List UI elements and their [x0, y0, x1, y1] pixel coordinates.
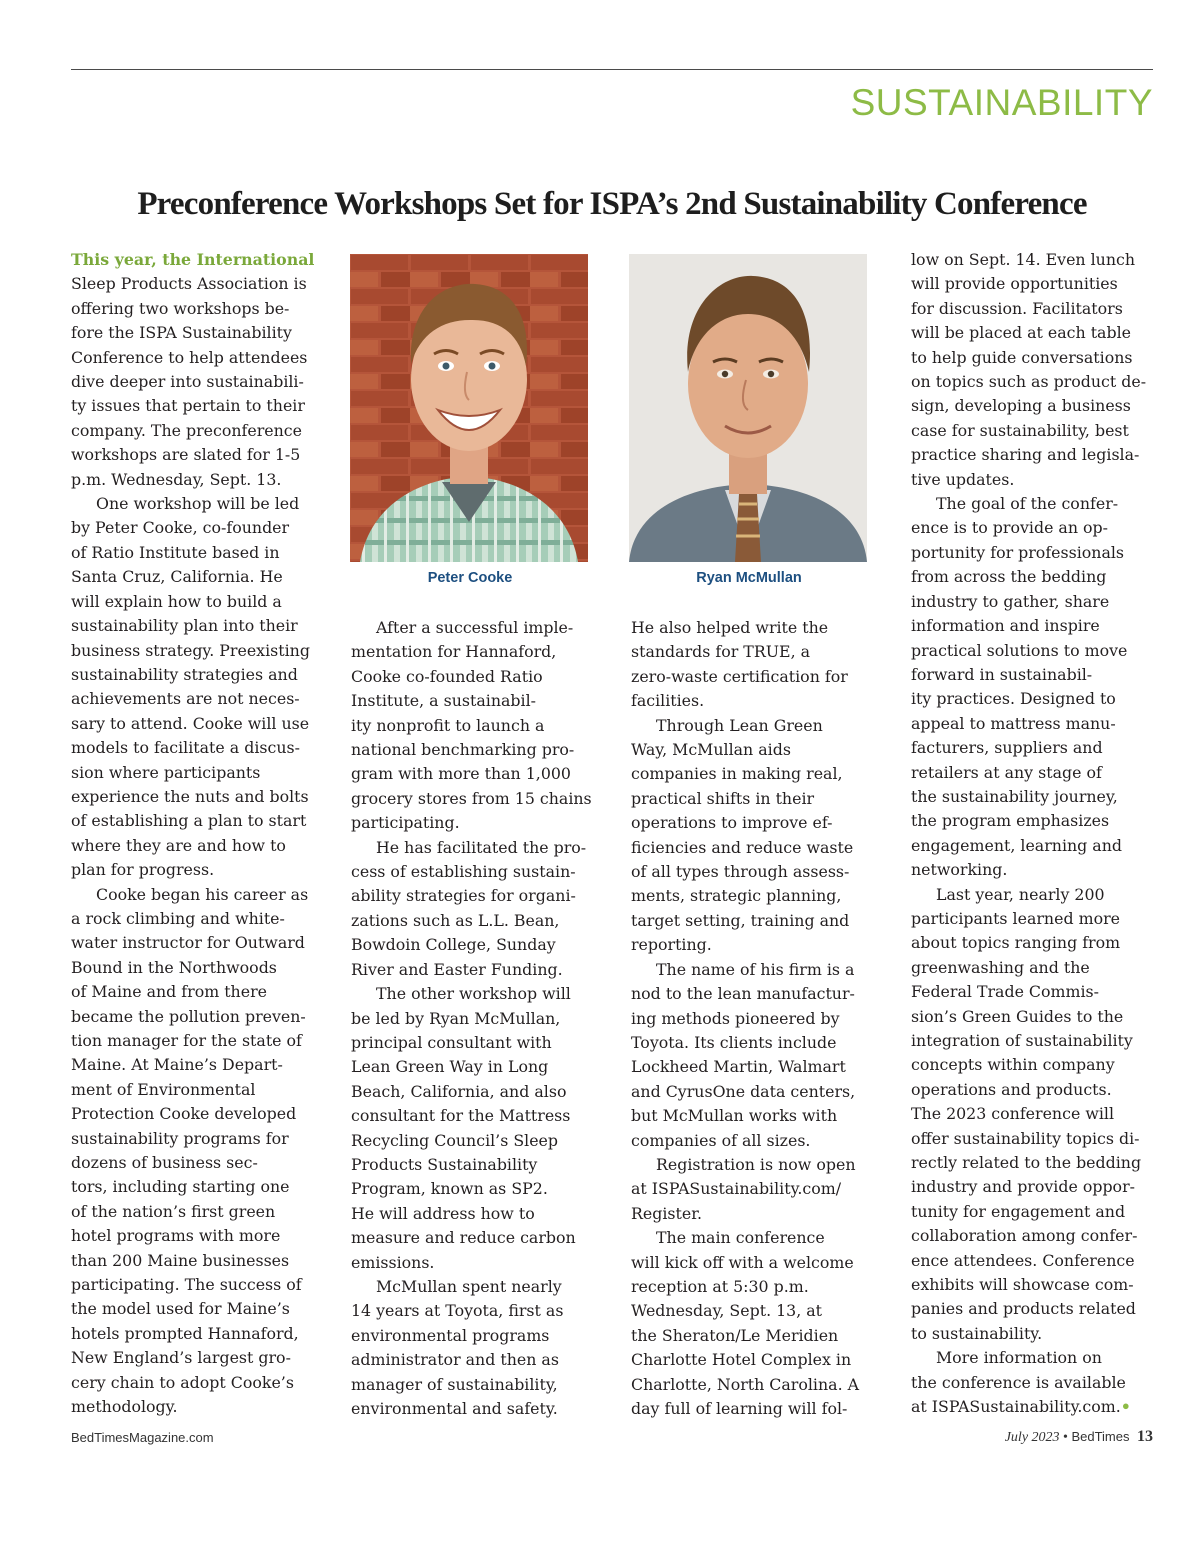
article-line: ence attendees. Conference: [911, 1250, 1135, 1270]
photo-ryan-mcmullan: [629, 254, 867, 562]
article-line: forward in sustainabil-: [911, 664, 1093, 684]
article-line: Registration is now open: [656, 1154, 856, 1174]
article-line: industry to gather, share: [911, 591, 1110, 611]
article-line: companies of all sizes.: [631, 1130, 811, 1150]
article-line: panies and products related: [911, 1299, 1136, 1319]
article-column-2: [351, 616, 591, 1421]
article-line: He will address how to: [351, 1203, 535, 1223]
article-line: than 200 Maine businesses: [71, 1250, 290, 1270]
article-line: by Peter Cooke, co-founder: [71, 518, 290, 538]
article-line: and CyrusOne data centers,: [631, 1081, 856, 1101]
article-line: He has facilitated the pro-: [376, 837, 587, 857]
article-line: Protection Cooke developed: [71, 1104, 297, 1124]
article-line: at ISPASustainability.com/: [631, 1179, 842, 1199]
article-line: Charlotte Hotel Complex in: [631, 1350, 852, 1370]
article-line: facilities.: [631, 691, 705, 711]
article-line: a rock climbing and white-: [71, 908, 285, 928]
article-line: reporting.: [631, 935, 712, 955]
footer-separator: •: [1063, 1430, 1068, 1445]
article-line: manager of sustainability,: [351, 1374, 558, 1394]
article-line: This year, the International: [71, 250, 315, 269]
article-line: became the pollution preven-: [71, 1006, 306, 1026]
article-line: offering two workshops be-: [71, 298, 290, 318]
photo-caption-ryan-mcmullan: Ryan McMullan: [696, 570, 802, 586]
article-line: p.m. Wednesday, Sept. 13.: [71, 469, 282, 489]
article-headline: Preconference Workshops Set for ISPA’s 2nd Sustainability Conference: [137, 186, 1087, 222]
article-line: tion manager for the state of: [71, 1031, 302, 1050]
article-line: grocery stores from 15 chains: [351, 788, 592, 808]
article-line: hotels prompted Hannaford,: [71, 1323, 299, 1343]
article-line: integration of sustainability: [911, 1031, 1133, 1050]
article-line: participating. The success of: [71, 1275, 302, 1295]
article-line: ity nonprofit to launch a: [351, 715, 545, 735]
article-line: will provide opportunities: [911, 274, 1118, 294]
article-line: the program emphasizes: [911, 811, 1110, 831]
article-line: Through Lean Green: [656, 715, 823, 735]
article-line: practice sharing and legisla-: [911, 445, 1140, 465]
article-line: water instructor for Outward: [71, 933, 305, 953]
article-line: fore the ISPA Sustainability: [71, 323, 292, 343]
article-line: dozens of business sec-: [71, 1153, 258, 1173]
article-line: mentation for Hannaford,: [351, 642, 557, 662]
article-line: principal consultant with: [351, 1032, 552, 1052]
article-line: environmental and safety.: [351, 1399, 558, 1418]
article-line: Federal Trade Commis-: [911, 982, 1099, 1002]
footer-website: BedTimesMagazine.com: [71, 1430, 214, 1445]
article-line: Way, McMullan aids: [631, 740, 791, 760]
article-line: Conference to help attendees: [71, 347, 308, 367]
article-line: ability strategies for organi-: [351, 886, 576, 906]
article-line: to sustainability.: [911, 1323, 1043, 1343]
article-line: of Maine and from there: [71, 982, 267, 1002]
article-line: on topics such as product de-: [911, 372, 1147, 392]
article-line: low on Sept. 14. Even lunch: [911, 250, 1136, 269]
article-line: measure and reduce carbon: [351, 1228, 576, 1248]
footer-date: July 2023: [1004, 1430, 1060, 1445]
article-line: Register.: [631, 1203, 703, 1223]
article-line: be led by Ryan McMullan,: [351, 1008, 561, 1028]
article-line: One workshop will be led: [96, 494, 300, 514]
article-line: case for sustainability, best: [911, 420, 1129, 440]
article-line: The main conference: [656, 1228, 825, 1248]
article-line: Lockheed Martin, Walmart: [631, 1057, 846, 1077]
article-line: engagement, learning and: [911, 835, 1123, 855]
article-line: target setting, training and: [631, 910, 850, 930]
article-line: gram with more than 1,000: [351, 764, 571, 784]
article-line: consultant for the Mattress: [351, 1106, 571, 1126]
article-line: rectly related to the bedding: [911, 1153, 1142, 1173]
article-line: River and Easter Funding.: [351, 959, 563, 979]
article-line: where they are and how to: [71, 835, 286, 855]
page-number: 13: [1137, 1428, 1153, 1445]
article-line: from across the bedding: [911, 567, 1107, 587]
article-line: administrator and then as: [351, 1350, 559, 1370]
article-line: Cooke began his career as: [96, 884, 309, 904]
article-line: about topics ranging from: [911, 933, 1121, 953]
article-line: methodology.: [71, 1397, 178, 1417]
article-line: workshops are slated for 1-5: [71, 445, 301, 465]
article-line: The goal of the confer-: [936, 494, 1119, 514]
article-line: practical shifts in their: [631, 788, 815, 808]
article-line: The 2023 conference will: [911, 1104, 1114, 1124]
end-of-article-mark: •: [1120, 1397, 1131, 1417]
footer-magazine-name: BedTimes: [1071, 1429, 1130, 1444]
article-line: environmental programs: [351, 1325, 550, 1345]
article-line: of Ratio Institute based in: [71, 542, 280, 562]
article-line: sustainability strategies and: [71, 664, 298, 684]
article-line: but McMullan works with: [631, 1106, 838, 1126]
article-line: participants learned more: [911, 908, 1120, 928]
article-line: New England’s largest gro-: [71, 1348, 291, 1368]
article-line: ficiencies and reduce waste: [631, 837, 854, 857]
article-line: ing methods pioneered by: [631, 1008, 840, 1028]
article-line: The other workshop will: [376, 984, 571, 1004]
article-line: More information on: [936, 1348, 1102, 1368]
article-line: Program, known as SP2.: [351, 1179, 548, 1199]
article-line: standards for TRUE, a: [631, 642, 811, 662]
article-line: 14 years at Toyota, first as: [351, 1301, 564, 1321]
article-line: information and inspire: [911, 616, 1100, 636]
article-line: Wednesday, Sept. 13, at: [631, 1301, 823, 1321]
article-line: Beach, California, and also: [351, 1081, 567, 1101]
article-line: Last year, nearly 200: [936, 884, 1105, 904]
article-line: tors, including starting one: [71, 1177, 290, 1197]
article-line: emissions.: [351, 1252, 435, 1272]
article-line: [911, 1395, 1151, 1419]
article-line: of all types through assess-: [631, 862, 850, 882]
article-line: will be placed at each table: [911, 323, 1131, 343]
article-line: day full of learning will fol-: [631, 1399, 848, 1418]
article-line: will explain how to build a: [71, 591, 282, 611]
article-line: Bowdoin College, Sunday: [351, 935, 556, 955]
article-line: operations to improve ef-: [631, 813, 833, 833]
article-line-text: at ISPASustainability.com.: [911, 1397, 1121, 1417]
article-line: exhibits will showcase com-: [911, 1275, 1134, 1295]
article-line: zations such as L.L. Bean,: [351, 910, 560, 930]
article-line: dive deeper into sustainabili-: [71, 372, 304, 392]
article-line: cery chain to adopt Cooke’s: [71, 1372, 294, 1392]
article-line: collaboration among confer-: [911, 1226, 1138, 1246]
article-column-4: [911, 248, 1151, 1420]
article-line: ments, strategic planning,: [631, 886, 842, 906]
article-column-1: [71, 248, 315, 1420]
article-line: the conference is available: [911, 1372, 1126, 1392]
section-label: SUSTAINABILITY: [850, 82, 1153, 123]
article-line: Toyota. Its clients include: [631, 1032, 837, 1052]
article-line: Maine. At Maine’s Depart-: [71, 1055, 283, 1075]
article-line: achievements are not neces-: [71, 689, 300, 709]
article-line: experience the nuts and bolts: [71, 786, 309, 806]
article-line: McMullan spent nearly: [376, 1276, 562, 1296]
article-line: sary to attend. Cooke will use: [71, 713, 310, 733]
article-line: nod to the lean manufactur-: [631, 984, 855, 1004]
article-line: Bound in the Northwoods: [71, 957, 277, 977]
article-line: Charlotte, North Carolina. A: [631, 1374, 860, 1394]
article-line: ence is to provide an op-: [911, 518, 1109, 538]
article-line: concepts within company: [911, 1055, 1115, 1075]
article-line: the sustainability journey,: [911, 786, 1118, 806]
article-line: to help guide conversations: [911, 347, 1133, 367]
article-line: sustainability plan into their: [71, 616, 298, 636]
article-line: tunity for engagement and: [911, 1201, 1126, 1221]
article-line: Institute, a sustainabil-: [351, 691, 536, 711]
article-line: the Sheraton/Le Meridien: [631, 1325, 839, 1345]
article-line: After a successful imple-: [376, 618, 574, 637]
photo-caption-peter-cooke: Peter Cooke: [427, 570, 513, 586]
article-line: facturers, suppliers and: [911, 738, 1103, 758]
article-line: zero-waste certification for: [631, 666, 848, 686]
article-line: ty issues that pertain to their: [71, 396, 305, 416]
article-line: company. The preconference: [71, 420, 302, 440]
article-line: offer sustainability topics di-: [911, 1128, 1140, 1148]
article-line: tive updates.: [911, 469, 1015, 489]
article-line: sign, developing a business: [911, 396, 1131, 416]
article-line: practical solutions to move: [911, 640, 1128, 660]
article-line: business strategy. Preexisting: [71, 640, 310, 660]
article-line: The name of his firm is a: [656, 959, 855, 979]
footer-issue-info: [1005, 1428, 1153, 1446]
article-line: models to facilitate a discus-: [71, 738, 300, 758]
article-line: Sleep Products Association is: [71, 274, 307, 294]
article-line: Recycling Council’s Sleep: [351, 1130, 559, 1150]
article-line: ity practices. Designed to: [911, 689, 1116, 709]
article-line: sion where participants: [71, 762, 261, 782]
article-line: Lean Green Way in Long: [351, 1057, 549, 1077]
article-line: networking.: [911, 860, 1008, 880]
article-line: the model used for Maine’s: [71, 1299, 290, 1319]
header-rule: [71, 69, 1153, 70]
article-line: will kick off with a welcome: [631, 1252, 854, 1272]
article-line: sion’s Green Guides to the: [911, 1006, 1124, 1026]
article-line: ment of Environmental: [71, 1079, 256, 1099]
article-line: appeal to mattress manu-: [911, 713, 1116, 733]
article-line: operations and products.: [911, 1079, 1112, 1099]
photo-peter-cooke: [350, 254, 588, 562]
article-line: portunity for professionals: [911, 542, 1125, 562]
article-line: plan for progress.: [71, 860, 215, 880]
article-line: Cooke co-founded Ratio: [351, 666, 543, 686]
article-column-3: [631, 616, 871, 1421]
article-line: sustainability programs for: [71, 1128, 289, 1148]
article-line: for discussion. Facilitators: [911, 298, 1123, 318]
article-line: He also helped write the: [631, 618, 829, 637]
article-line: reception at 5:30 p.m.: [631, 1276, 809, 1296]
article-line: of establishing a plan to start: [71, 811, 307, 831]
article-line: Santa Cruz, California. He: [71, 567, 283, 587]
article-line: of the nation’s first green: [71, 1201, 276, 1221]
article-line: industry and provide oppor-: [911, 1177, 1135, 1197]
article-line: cess of establishing sustain-: [351, 862, 576, 882]
article-line: national benchmarking pro-: [351, 740, 575, 760]
article-line: Products Sustainability: [351, 1154, 538, 1174]
article-line: hotel programs with more: [71, 1226, 281, 1246]
article-line: companies in making real,: [631, 764, 843, 784]
article-line: participating.: [351, 813, 460, 833]
article-line: greenwashing and the: [911, 957, 1090, 977]
article-line: retailers at any stage of: [911, 762, 1102, 782]
